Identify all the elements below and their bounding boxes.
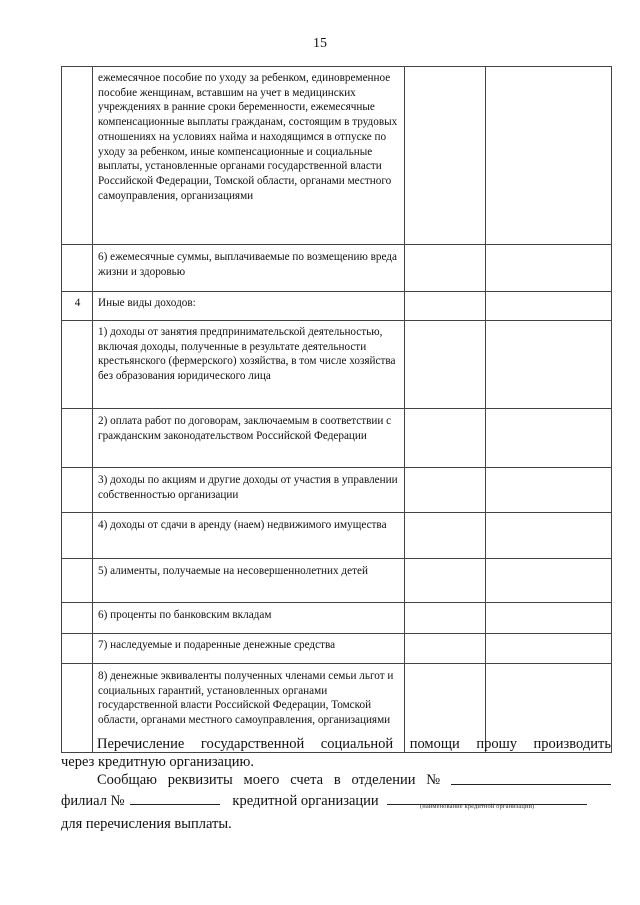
row-number	[62, 245, 93, 292]
credit-org-hint: (наименование кредитной организации)	[420, 803, 535, 810]
paragraph-word: помощи	[409, 736, 460, 752]
income-type-text: 8) денежные эквиваленты полученных членами семьи льгот и социальных гарантий, установленных органами государственной власти Российской Федерации, Томской области, органами местного самоуправления, организациями	[93, 664, 405, 753]
paragraph-word: моего	[243, 772, 280, 788]
amount-cell[interactable]	[405, 245, 486, 292]
note-cell[interactable]	[486, 292, 612, 321]
amount-cell[interactable]	[405, 321, 486, 409]
income-type-text: 6) проценты по банковским вкладам	[93, 603, 405, 634]
income-type-text: ежемесячное пособие по уходу за ребенком, единовременное пособие женщинам, вставшим на учет в медицинских учреждениях в ранние сроки беременности, ежемесячные компенсационные выплаты гражданам, состоящим в трудовых отношениях на условиях найма и находящимся в отпуске по уходу за ребенком, иные компенсационные и социальные выплаты, установленные органами государственной власти Российской Федерации, Томской области, органами местного самоуправления, организациями	[93, 67, 405, 245]
row-number	[62, 513, 93, 559]
row-number	[62, 468, 93, 513]
income-type-text: 7) наследуемые и подаренные денежные средства	[93, 634, 405, 664]
table-row	[62, 409, 612, 468]
table-row	[62, 513, 612, 559]
amount-cell[interactable]	[405, 468, 486, 513]
paragraph-word: реквизиты	[167, 772, 233, 788]
note-cell[interactable]	[486, 409, 612, 468]
amount-cell[interactable]	[405, 634, 486, 664]
transfer-request-paragraph	[61, 735, 611, 771]
note-cell[interactable]	[486, 634, 612, 664]
paragraph-word: государственной	[200, 736, 305, 752]
table-row	[62, 245, 612, 292]
note-cell[interactable]	[486, 321, 612, 409]
income-table	[61, 66, 612, 753]
row-number	[62, 67, 93, 245]
table-row	[62, 603, 612, 634]
payment-purpose-line: для перечисления выплаты.	[61, 816, 232, 832]
branch-number-field[interactable]	[130, 791, 220, 805]
amount-cell[interactable]	[405, 67, 486, 245]
income-type-text: 2) оплата работ по договорам, заключаемым в соответствии с гражданским законодательством Российской Федерации	[93, 409, 405, 468]
table-row	[62, 292, 612, 321]
table-row	[62, 321, 612, 409]
note-cell[interactable]	[486, 603, 612, 634]
table-row	[62, 559, 612, 603]
table-row	[62, 468, 612, 513]
income-type-text: 6) ежемесячные суммы, выплачиваемые по возмещению вреда жизни и здоровью	[93, 245, 405, 292]
amount-cell[interactable]	[405, 559, 486, 603]
row-number	[62, 559, 93, 603]
table-row	[62, 634, 612, 664]
paragraph-word: Перечисление	[97, 736, 185, 752]
paragraph-word: прошу	[476, 736, 517, 752]
row-number	[62, 603, 93, 634]
number-sign: №	[426, 772, 441, 788]
paragraph-word: социальной	[320, 736, 394, 752]
note-cell[interactable]	[486, 559, 612, 603]
page-number: 15	[313, 36, 327, 51]
note-cell[interactable]	[486, 468, 612, 513]
paragraph-word: счета	[290, 772, 324, 788]
note-cell[interactable]	[486, 513, 612, 559]
row-number	[62, 634, 93, 664]
paragraph-word: в	[333, 772, 341, 788]
income-type-text: 5) алименты, получаемые на несовершеннолетних детей	[93, 559, 405, 603]
amount-cell[interactable]	[405, 603, 486, 634]
table-row	[62, 67, 612, 245]
note-cell[interactable]	[486, 245, 612, 292]
income-type-text: 1) доходы от занятия предпринимательской деятельностью, включая доходы, полученные в результате деятельности крестьянского (фермерского) хозяйства, в том числе хозяйства без образования юридического лица	[93, 321, 405, 409]
row-number	[62, 409, 93, 468]
paragraph-line: через кредитную организацию.	[61, 754, 254, 770]
amount-cell[interactable]	[405, 292, 486, 321]
paragraph-word: отделении	[351, 772, 416, 788]
income-type-text: 3) доходы по акциям и другие доходы от участия в управлении собственностью организации	[93, 468, 405, 513]
income-type-text: 4) доходы от сдачи в аренду (наем) недвижимого имущества	[93, 513, 405, 559]
row-number	[62, 321, 93, 409]
branch-label: филиал №	[61, 793, 125, 809]
income-type-text: Иные виды доходов:	[93, 292, 405, 321]
row-number: 4	[62, 292, 93, 321]
paragraph-word: Сообщаю	[97, 772, 157, 788]
credit-org-label: кредитной организации	[232, 793, 379, 809]
note-cell[interactable]	[486, 67, 612, 245]
amount-cell[interactable]	[405, 409, 486, 468]
paragraph-word: производить	[533, 736, 611, 752]
department-number-field[interactable]	[451, 771, 611, 785]
amount-cell[interactable]	[405, 513, 486, 559]
